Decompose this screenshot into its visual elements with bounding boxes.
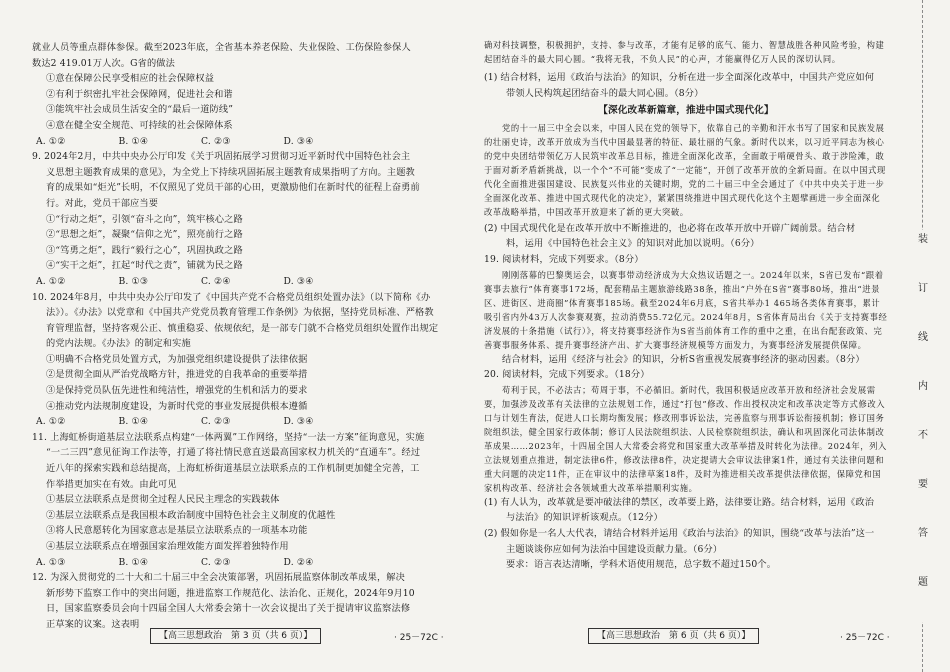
sub-question: (1) 结合材料，运用《政治与法治》的知识，分析在进一步全面深化改革中，中国共产党应如何 [484,72,875,83]
statement: ③将人民意愿转化为国家意志是基层立法联系点的一项基本功能 [46,525,308,537]
statement: ④意在健全安全规范、可持续的社会保障体系 [46,119,233,131]
question-text: 行。对此，党员干部应当要 [46,197,159,209]
intro-line: 数达2 419.01万人次。G省的做法 [32,57,175,69]
material-text: 刚刚落幕的巴黎奥运会，以赛事带动经济成为大众热议话题之一。2024年以来，S省已发布“跟着赛事去旅行”体育赛事172场，配套精品主题旅游线路38条，推出“户外在S省”赛事80场，推出“进景区、进街区、进商圈”体育赛事185场。截至2024年6月底，S省共举办1 465场各类体育赛事，累计吸引省内外43万人次参赛观赛，拉动消费55.72亿元。2024年8月，S省体育局出台《关于支持赛事经济发展的十条措施（试行）》，将支持赛事经济作为S省当前体育工作的重中之重，在出台配套政策、完善赛事服务体系、提升赛事经济产出、扩大赛事经济规模等方面发力，为赛事经济发展提供保障。 [484,269,888,350]
material-text: 苟利于民，不必法古；苟周于事，不必循旧。新时代，我国积极适应改革开放和经济社会发展需要，加强涉及改革有关法律的立法规划工作，通过“打包”修改、作出授权决定和改革决定等方式修改入口与计划生育法，促进人口长期均衡发展；修改刑事诉讼法，完善监察与刑事诉讼衔接机制；修订国务院组织法，健全国家行政体制；修订人民法院组织法、人民检察院组织法，确认和巩固深化司法体制改革成果……2023年，十四届全国人大常委会将党和国家重大改革举措及时转化为法律。2024年，列入立法规划重点推进，制定法律6件，修改法律8件，决定提请大会审议法律案1件，通过有关法律问题和重大问题的决定11件，正在审议中的法律草案18件，及时为推进相关改革提供法律依据，保障党和国家机构改革、经济社会各领域重大改革举措顺利实施。 [484,384,887,493]
question-text: 12. 为深入贯彻党的二十大和二十届三中全会决策部署，巩固拓展监察体制改革成果，解决 [32,572,405,584]
question-text: 作举措更加实在有效。由此可见 [46,478,177,490]
option-d[interactable]: D. ②④ [283,556,314,568]
statement: ①明确不合格党员处置方式，为加强党组织建设提供了法律依据 [46,353,308,365]
question-text: 的党内法规。《办法》的制定和实施 [46,338,191,350]
section-heading: 【深化改革新篇章，推进中国式现代化】 [598,105,774,117]
question-11 [32,430,458,570]
option-c[interactable]: C. ②③ [201,135,231,147]
statement: ②基层立法联系点是我国根本政治制度中国特色社会主义制度的优越性 [46,509,336,521]
question-title: 20. 阅读材料，完成下列要求。（18分） [484,369,650,381]
option-a[interactable]: A. ①② [36,416,66,428]
option-a[interactable]: A. ①③ [36,556,66,568]
question-text: 育的成果如“炬光”长明，不仅照见了党员干部的心田，更激励他们在新时代的征程上奋勇前 [46,182,420,194]
binding-char: 装 [918,234,928,245]
sub-question: 带领人民构筑起团结奋斗的最大同心圆。（8分） [506,87,704,99]
binding-char: 线 [918,332,928,343]
question-20 [484,367,888,573]
statement: ②有利于织密扎牢社会保障网，促进社会和谐 [46,88,233,100]
option-a[interactable]: A. ①② [36,135,66,147]
left-footer-code: · 25－72C · [394,633,444,643]
sub-question: 料，运用《中国特色社会主义》的知识对此加以说明。（6分） [506,238,760,250]
right-footer [588,628,759,641]
page-label: 【高三思想政治 第 3 页（共 6 页）】 [150,628,321,644]
question-text: 近八年的探索实践和总结提高，上海虹桥街道基层立法联系点的工作机制更加健全完善，工 [46,463,420,475]
binding-char: 答 [918,528,928,539]
question-9 [32,149,458,289]
sub-question: (1) 有人认为，改革就是要冲破法律的禁区，改革要上路，法律要让路。结合材料，运用《政治 [484,496,875,508]
binding-warning [915,230,931,622]
right-footer-code: · 25－72C · [840,633,890,643]
question-text: 正草案的议案。这表明 [46,618,140,630]
option-d[interactable]: D. ③④ [283,416,314,428]
sub-question: (2) 中国式现代化是在改革开放中不断推进的，也必将在改革开放中开辟广阔前景。结合材 [484,222,856,234]
question-title: 19. 阅读材料，完成下列要求。（8分） [484,253,644,265]
question-12 [32,570,458,632]
left-column [32,40,458,633]
option-b[interactable]: B. ①③ [118,275,149,287]
answer-options [32,555,366,571]
option-d[interactable]: D. ③④ [283,275,314,287]
sub-question: 与法治》的知识评析该观点。（12分） [506,512,663,524]
statement: ①“行动之炬”，引领“奋斗之向”，筑牢核心之路 [46,213,243,225]
binding-char: 内 [918,381,928,392]
statement: ①意在保障公民享受相应的社会保障权益 [46,73,215,85]
intro-line: 就业人员等重点群体参保。截至2023年底，全省基本养老保险、失业保险、工伤保险参保人 [32,42,411,53]
statement: ③能筑牢社会成员生活安全的“最后一道防线” [46,104,234,116]
statement: ④“实干之炬”，扛起“时代之责”，铺就为民之路 [46,260,243,272]
statement: ③是保持党员队伍先进性和纯洁性，增强党的生机和活力的要求 [46,385,308,397]
binding-char: 要 [918,479,928,490]
statement: ②是贯彻全面从严治党战略方针，推进党的自我革命的重要举措 [46,369,308,381]
question-text: 9. 2024年2月，中共中央办公厅印发《关于巩固拓展学习贯彻习近平新时代中国特色社会主 [32,151,411,163]
statement: ④推动党内法规制度建设，为新时代党的事业发展提供根本遵循 [46,400,308,412]
option-b[interactable]: B. ①④ [118,135,149,147]
answer-options [32,274,366,290]
question-text: 育管理监督，坚持客观公正、慎重稳妥、依规依纪，是一部专门就不合格党员组织处置作出规定 [46,322,439,334]
option-a[interactable]: A. ①② [36,275,66,287]
binding-char: 不 [918,430,928,441]
question-19 [484,252,888,367]
binding-char: 订 [918,283,928,294]
option-c[interactable]: C. ②④ [201,275,231,287]
left-footer [150,628,321,641]
question-text: 11. 上海虹桥街道基层立法联系点构建“一体两翼”工作网络，坚持“一法一方案”征询意见，实施 [32,431,425,443]
option-c[interactable]: C. ②③ [201,556,231,568]
answer-options [32,414,366,430]
option-d[interactable]: D. ③④ [283,135,314,147]
statement: ②“思想之炬”，凝聚“信仰之光”，照亮前行之路 [46,229,243,241]
statement: ④基层立法联系点在增强国家治理效能方面发挥着独特作用 [46,541,289,552]
question-10 [32,290,458,430]
option-b[interactable]: B. ①④ [118,556,149,568]
option-c[interactable]: C. ②③ [201,416,231,428]
sub-question: (2) 假如你是一名人大代表，请结合材料并运用《政治与法治》的知识，围绕“改革与法治”这一 [484,527,875,539]
question-text: 10. 2024年8月，中共中央办公厅印发了《中国共产党不合格党员组织处置办法》（以下简称《办 [32,291,431,303]
material-text: 党的十一届三中全会以来，中国人民在党的领导下，依靠自己的辛勤和汗水书写了国家和民族发展的壮丽史诗，改革开放成为当代中国最显著的特征、最壮丽的气象。新时代以来，以习近平同志为核心的党中央团结带领亿万人民筑牢改革总目标，推进全面深化改革，全面敢于啃硬骨头、敢于涉险滩，敢于面对新矛盾新挑战，以一个个“不可能”变成了“一定能”，开创了改革开放的全新局面。在以中国式现代化全面推进强国建设、民族复兴伟业的关键时期，党的二十届三中全会通过了《中共中央关于进一步全面深化改革、推进中国式现代化的决定》，紧紧围绕推进中国式现代化这个主题擘画进一步全面深化改革战略举措，中国改革开放迎来了新的更大突破。 [484,122,886,217]
question-text: 日，国家监察委员会向十四届全国人大常委会第十一次会议提出了关于提请审议监察法修 [46,603,411,615]
answer-options [32,134,366,150]
question-text: “一二三四”意见征询工作法等，打通了将社情民意直送最高国家权力机关的“直通车”。经过 [46,447,421,459]
right-column [484,38,888,573]
question-text: 新形势下监察工作中的突出问题，推进监察工作规范化、法治化、正规化，2024年9月10 [46,587,415,599]
question-text: 义思想主题教育成果的意见》，为全党上下持续巩固拓展主题教育成果指明了方向。主题教 [46,166,415,178]
requirement-text: 要求：语言表达清晰，学科术语使用规范，总字数不超过150个。 [506,559,777,571]
question-text: 法》）。《办法》以党章和《中国共产党党员教育管理工作条例》为依据，坚持党员标准、严格教 [46,307,434,319]
option-b[interactable]: B. ①④ [118,416,149,428]
statement: ③“笃勇之炬”，践行“毅行之心”，巩固执政之路 [46,244,243,256]
binding-margin [900,0,950,672]
question-ask: 结合材料，运用《经济与社会》的知识，分析S省重视发展赛事经济的驱动因素。（8分） [502,353,865,365]
page-label: 【高三思想政治 第 6 页（共 6 页）】 [588,628,759,644]
statement: ①基层立法联系点是贯彻全过程人民民主理念的实践载体 [46,494,280,506]
material-text: 确对科技调整，积极拥护，支持、参与改革，才能有足够的底气、能力、智慧战胜各种风险考验，构建起团结奋斗的最大同心圆。“我将无我，不负人民”的心声，才能赢得亿万人民的深切认同。 [484,40,885,64]
sub-question: 主题谈谈你应如何为法治中国建设贡献力量。（6分） [506,543,723,555]
binding-char: 题 [918,577,928,588]
